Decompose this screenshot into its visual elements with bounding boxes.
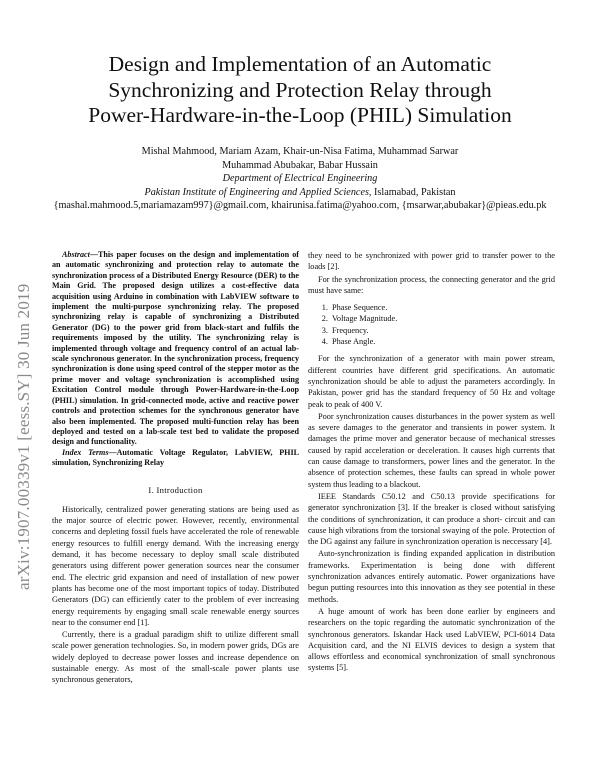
title-line: Synchronizing and Protection Relay through — [108, 77, 492, 102]
index-terms-text: —Automatic Voltage Regulator, LabVIEW, PHIL simulation, Synchronizing Relay — [52, 447, 300, 468]
requirements-list — [308, 302, 555, 347]
paragraph: Currently, there is a gradual paradigm shift to utilize different small scale power generation technologies. So, in modern power grids, DGs are widely deployed to decrease power losses and increase dependence on sustainable energy. As most of the small-scale power plants use synchronous generators, — [52, 630, 299, 685]
author-names: Muhammad Abubakar, Babar Hussain — [222, 159, 378, 171]
paragraph: Auto-synchronization is finding expanded application in distribution frameworks. Experimentation is being done with different synchronization advances entirely automatic. Power organizations have begun putting resources into this innovation as they see potential in these methods. — [308, 549, 555, 604]
affiliation — [40, 186, 560, 200]
arxiv-side-stamp: arXiv:1907.00339v1 [eess.SY] 30 Jun 2019 — [14, 283, 33, 590]
paragraph: IEEE Standards C50.12 and C50.13 provide specifications for generator synchronization [3]. If the breaker is closed without satisfying the conditions of synchronization, it can produce a short- circuit and can cause high vibrations from the torsional swaying of the pole. Protection of the DG against any failure in synchronization operation is neccessary [4]. — [308, 491, 555, 547]
author-names: Mishal Mahmood, Mariam Azam, Khair-un-Nisa Fatima, Muhammad Sarwar — [141, 146, 459, 157]
department: Department of Electrical Engineering — [222, 173, 378, 184]
index-terms — [52, 448, 299, 469]
location: Islamabad, Pakistan — [371, 186, 456, 198]
list-item: 1. Phase Sequence. — [330, 302, 555, 313]
title-line: Design and Implementation of an Automatic — [108, 52, 492, 76]
section-heading: I. Introduction — [148, 484, 203, 495]
author-block — [40, 145, 560, 213]
paragraph: A huge amount of work has been done earlier by engineers and researchers on the topic regarding the automatic synchronization of the synchronous generators. Iskandar Hack used LabVIEW, PCI-6014 Data Acquisition card, and the NI ELVIS devices to design a system that allows effortless and economical synchronization of small synchronous systems [5]. — [308, 606, 555, 673]
abstract-label: Abstract — [62, 250, 90, 259]
paragraph: Poor synchronization causes disturbances in the power system as well as severe damages to the generator and transients in power system. It damages the prime mover and generator because of mechanical stresses caused by rapid acceleration or deceleration. It causes high currents that can cause damage to transformers, power lines and the generator. In the absence of protection schemes, these faults can spread in whole power system thus leading to a blackout. — [308, 411, 555, 489]
paragraph: Historically, centralized power generating stations are being used as the major source of electric power. However, recently, environmental concerns and depleting fossil fuels have accelerated the role of renewable energy resources to fulfill energy demand. With the increasing energy demand, it has become necessary to deploy small scale distributed generators using different power generation sources near the consumer end. The electric grid expansion and need of installation of new power plants has become one of the most important topics of today. Distributed Generators (DG) can efficiently cater to the problem of ever increasing energy requirements by engaging small scale renewable energy sources near to the consumer end [1]. — [52, 504, 299, 627]
author-emails: {mashal.mahmood.5,mariamazam997}@gmail.com, khairunisa.fatima@yahoo.com, {msarwar,abubakar}@pieas.edu.pk — [53, 200, 547, 211]
abstract — [52, 250, 299, 448]
list-item: 4. Phase Angle. — [330, 336, 555, 347]
paragraph: For the synchronization of a generator with main power stream, different countries have different grid specifications. An automatic synchronization should be able to adjust the parameters accordingly. In Pakistan, power grid has the standard frequency of 50 Hz and voltage peak to peak of 400 V. — [308, 354, 555, 409]
list-item: 2. Voltage Magnitude. — [330, 313, 555, 324]
index-terms-label: Index Terms — [62, 447, 109, 457]
title-line: Power-Hardware-in-the-Loop (PHIL) Simulation — [88, 103, 512, 127]
left-column — [52, 250, 299, 687]
institute: Pakistan Institute of Engineering and Applied Sciences, — [144, 186, 372, 198]
right-column — [308, 250, 555, 675]
abstract-text: —This paper focuses on the design and implementation of an automatic synchronizing and protection relay to automate the synchronization process of a Distributed Energy Resource (DER) to the Main Grid. The proposed design utilizes a cost-effective data acquisition using Arduino in combination with LabVIEW software to implement the multi-purpose synchronizing relay. The proposed synchronizing relay is capable of synchronizing a Distributed Generator (DG) to the power grid from black-start and fulfils the requirements imposed by the utility. The synchronizing relay is implemented through voltage and frequency control of an actual lab-scale synchronous generator. In the synchronization process, frequency synchronization is done using speed control of the stepper motor as the prime mover and voltage synchronization is accomplished using Excitation Control module through Power-Hardware-in-the-Loop (PHIL) simulation. In grid-connected mode, active and reactive power controls and protection schemes for the synchronous generator have also been implemented. The proposed multi-function relay has been deployed and tested on a lab-scale test bed to validate the proposed design and functionality. — [52, 250, 299, 447]
list-item: 3. Frequency. — [330, 325, 555, 336]
paragraph: For the synchronization process, the connecting generator and the grid must have same: — [308, 274, 555, 295]
paragraph: they need to be synchronized with power grid to transfer power to the loads [2]. — [308, 251, 555, 272]
paper-title — [40, 52, 560, 129]
